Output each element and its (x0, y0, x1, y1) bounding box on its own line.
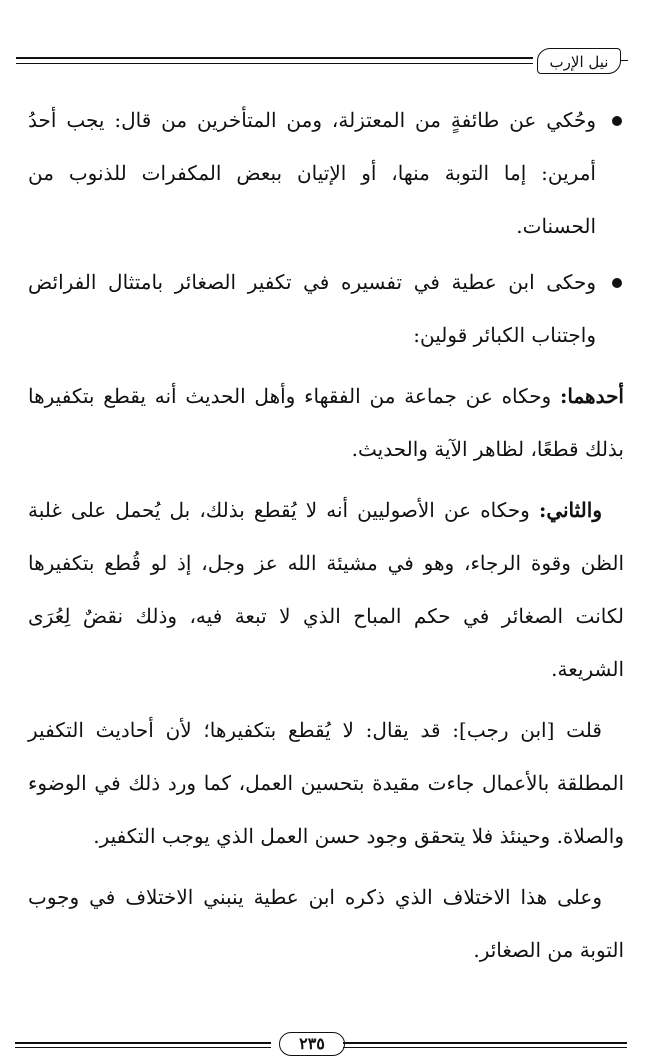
bullet-item-ibn-atiyya (28, 256, 624, 362)
opinion-text: وحكاه عن جماعة من الفقهاء وأهل الحديث أنه يقطع بتكفيرها بذلك قطعًا، لظاهر الآية والحديث. (28, 384, 624, 461)
running-header (16, 48, 628, 84)
opinion-second (28, 484, 624, 696)
footer-rule-right-thin (343, 1047, 627, 1048)
footer-rule-left (15, 1042, 271, 1044)
opinion-label: أحدهما: (559, 384, 624, 408)
bullet-text: وحكى ابن عطية في تفسيره في تكفير الصغائر بامتثال الفرائض واجتناب الكبائر قولين: (28, 270, 596, 347)
bullet-dot-icon (612, 278, 622, 288)
opinion-first (28, 370, 624, 476)
page-footer (15, 1032, 627, 1058)
page-body (28, 94, 624, 977)
paragraph-ibn-rajab: قلت [ابن رجب]: قد يقال: لا يُقطع بتكفيرها؛ لأن أحاديث التكفير المطلقة بالأعمال جاءت مقيدة بتحسين العمل، كما ورد ذلك في الوضوء والصلاة. وحينئذ فلا يتحقق وجود حسن العمل الذي يوجب التكفير. (28, 718, 624, 848)
bullet-dot-icon (612, 116, 622, 126)
opinion-text: وحكاه عن الأصوليين أنه لا يُقطع بذلك، بل يُحمل على غلبة الظن وقوة الرجاء، وهو في مشيئة الله عز وجل، إذ لو قُطع بتكفيرها لكانت الصغائر في حكم المباح الذي لا تبعة فيه، وذلك نقضٌ لِعُرَى الشريعة. (28, 498, 624, 681)
footer-rule-right (343, 1042, 627, 1044)
header-rule (16, 57, 533, 59)
bullet-item-mutazila (28, 94, 624, 253)
header-rule-thin (16, 63, 533, 64)
header-rule-stub (620, 60, 628, 61)
paragraph-conclusion: وعلى هذا الاختلاف الذي ذكره ابن عطية ينبني الاختلاف في وجوب التوبة من الصغائر. (28, 885, 624, 962)
footer-rule-left-thin (15, 1047, 271, 1048)
bullet-text: وحُكي عن طائفةٍ من المعتزلة، ومن المتأخرين من قال: يجب أحدُ أمرين: إما التوبة منها، أو الإتيان ببعض المكفرات للذنوب من الحسنات. (28, 108, 596, 238)
opinion-label: والثاني: (538, 498, 602, 522)
page-number: ٢٣٥ (279, 1032, 345, 1056)
book-title-tag: نيل الإرب (537, 48, 621, 74)
